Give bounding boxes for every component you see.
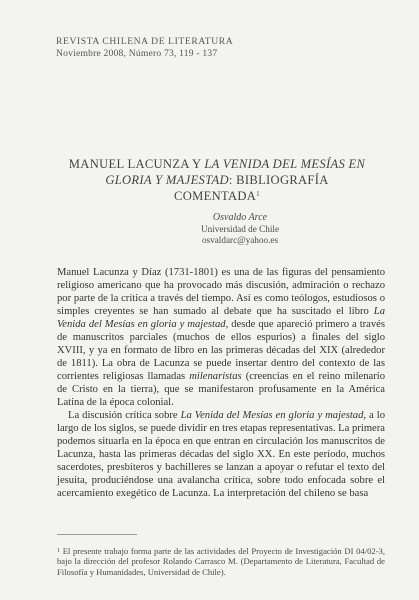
footnote-marker: 1	[57, 548, 60, 554]
issue-line: Noviembre 2008, Número 73, 119 - 137	[56, 48, 218, 59]
p2-text-a: La discusión crítica sobre	[68, 410, 181, 421]
p1-text-b: , desde que apareció primero a través de manuscritos parciales (muchos de ellos espurios) a finales del siglo XVIII, y ya en formato de libro en las primeras décadas del XIX (alrededor de 1811). La obra de Lacunza se puede insertar dentro del contexto de las corrientes religiosas llamadas	[57, 319, 385, 382]
article-title	[62, 156, 372, 204]
p1-text-a: Manuel Lacunza y Díaz (1731-1801) es una de las figuras del pensamiento religioso americano que ha provocado más discusión, admiración o rechazo por parte de la crítica a través del tiempo. Así es como teólogos, estudiosos o simples creyentes se han sumado al debate que ha suscitado el libro	[57, 267, 385, 317]
journal-name: REVISTA CHILENA DE LITERATURA	[56, 36, 234, 47]
paragraph-1	[57, 266, 385, 409]
author-block	[120, 212, 360, 247]
journal-header	[56, 36, 376, 60]
p2-book-title: La Venida del Mesías en gloria y majestad	[180, 410, 364, 421]
footnote-divider	[57, 534, 137, 535]
title-part-2: : BIBLIOGRAFÍA COMENTADA	[174, 173, 329, 203]
p1-book-title: La Venida del Mesías en gloria y majestad	[57, 306, 385, 330]
author-email[interactable]: osvaldarc@yahoo.es	[201, 235, 279, 245]
footnote	[57, 546, 385, 577]
article-body	[57, 266, 385, 500]
p1-text-c: (creencias en el reino milenario de Cristo en la tierra), que se manifestaron profusamente en la América Latina de la época colonial.	[57, 371, 385, 408]
author-affiliation: Universidad de Chile	[200, 223, 280, 234]
p2-text-b: , a lo largo de los siglos, se puede dividir en tres etapas representativas. La primera podemos situarla en la época en que entran en circulación los manuscritos de Lacunza, hasta las primeras décadas del siglo XX. En este período, muchos sacerdotes, presbíteros y bachilleres se lanzan a apoyar o refutar el texto del jesuita, produciéndose una avalancha crítica, sobre todo enfocada sobre el acercamiento exegético de Lacunza. La interpretación del chileno se basa	[57, 410, 385, 499]
title-book-name: LA VENIDA DEL MESÍAS EN GLORIA Y MAJESTAD	[105, 157, 366, 187]
title-part-1: MANUEL LACUNZA Y	[68, 157, 205, 171]
footnote-text: El presente trabajo forma parte de las actividades del Proyecto de Investigación DI 04/02-3, bajo la dirección del profesor Rolando Carrasco M. (Departamento de Literatura, Facultad de Filosofía y Humanidades, Universidad de Chile).	[57, 546, 386, 577]
p1-term: milenaristas	[189, 371, 242, 382]
title-footnote-marker[interactable]: 1	[256, 190, 260, 198]
author-name: Osvaldo Arce	[212, 212, 268, 223]
paragraph-2	[57, 409, 385, 500]
